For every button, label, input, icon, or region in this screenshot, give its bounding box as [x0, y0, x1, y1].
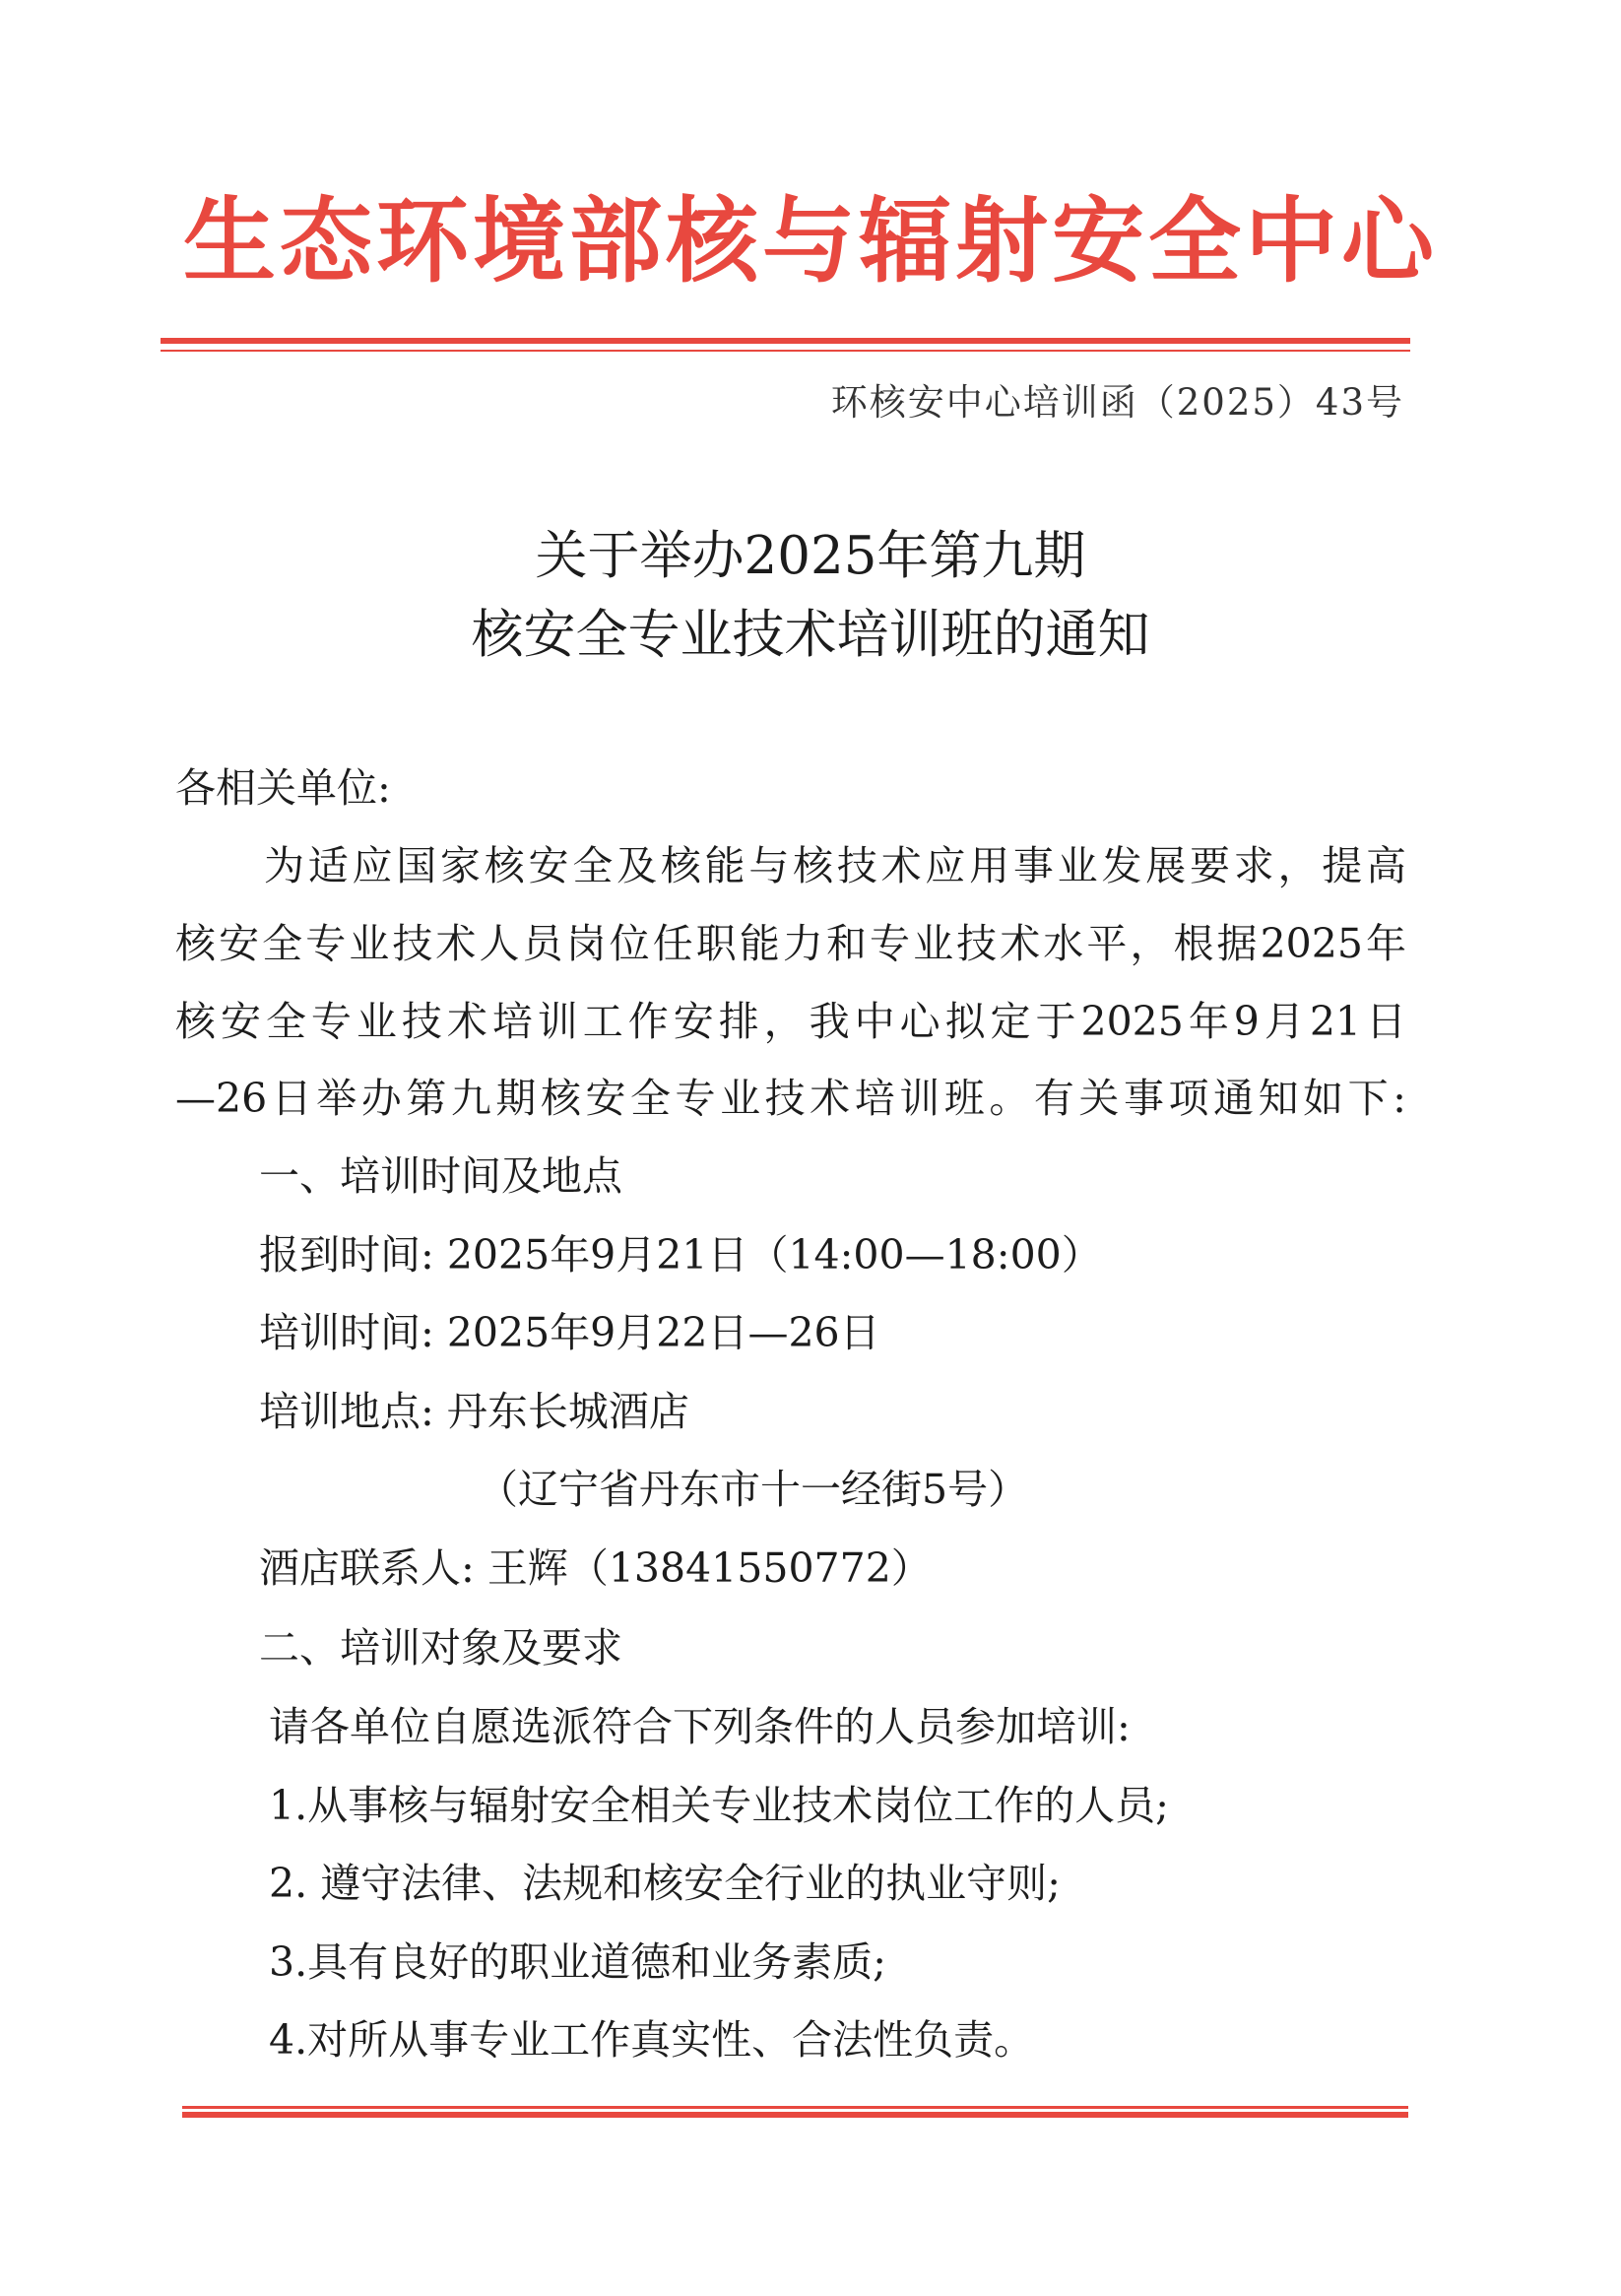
footer-divider-thick [182, 2112, 1408, 2118]
requirement-item-3: 3.具有良好的职业道德和业务素质; [269, 1938, 886, 1986]
intro-line-2: 核安全专业技术人员岗位任职能力和专业技术水平，根据2025年 [175, 920, 1406, 967]
intro-line-4: —26日举办第九期核安全专业技术培训班。有关事项通知如下: [175, 1075, 1406, 1122]
document-title-line2: 核安全专业技术培训班的通知 [471, 605, 1150, 665]
training-location: 培训地点: 丹东长城酒店 [259, 1388, 689, 1435]
header-divider-thin [161, 350, 1410, 352]
training-address: （辽宁省丹东市十一经街5号） [478, 1466, 1029, 1513]
hotel-contact: 酒店联系人: 王辉（13841550772） [259, 1544, 932, 1592]
section2-intro: 请各单位自愿选派符合下列条件的人员参加培训: [269, 1703, 1131, 1750]
register-time: 报到时间: 2025年9月21日（14:00—18:00） [259, 1231, 1102, 1279]
header-divider-thick [161, 338, 1410, 344]
requirement-item-1: 1.从事核与辐射安全相关专业技术岗位工作的人员; [269, 1782, 1169, 1829]
requirement-item-4: 4.对所从事专业工作真实性、合法性负责。 [269, 2016, 1035, 2064]
document-title-line1: 关于举办2025年第九期 [535, 526, 1086, 586]
intro-line-1: 为适应国家核安全及核能与核技术应用事业发展要求，提高 [264, 842, 1406, 889]
salutation: 各相关单位: [175, 764, 391, 812]
section1-heading: 一、培训时间及地点 [259, 1152, 622, 1200]
requirement-item-2: 2. 遵守法律、法规和核安全行业的执业守则; [269, 1860, 1061, 1907]
section2-heading: 二、培训对象及要求 [259, 1624, 622, 1672]
document-number: 环核安中心培训函（2025）43号 [830, 381, 1404, 424]
footer-divider-thin [182, 2106, 1408, 2109]
intro-line-3: 核安全专业技术培训工作安排，我中心拟定于2025年9月21日 [175, 998, 1406, 1045]
header-org-name: 生态环境部核与辐射安全中心 [182, 187, 1438, 295]
training-time: 培训时间: 2025年9月22日—26日 [259, 1309, 880, 1356]
